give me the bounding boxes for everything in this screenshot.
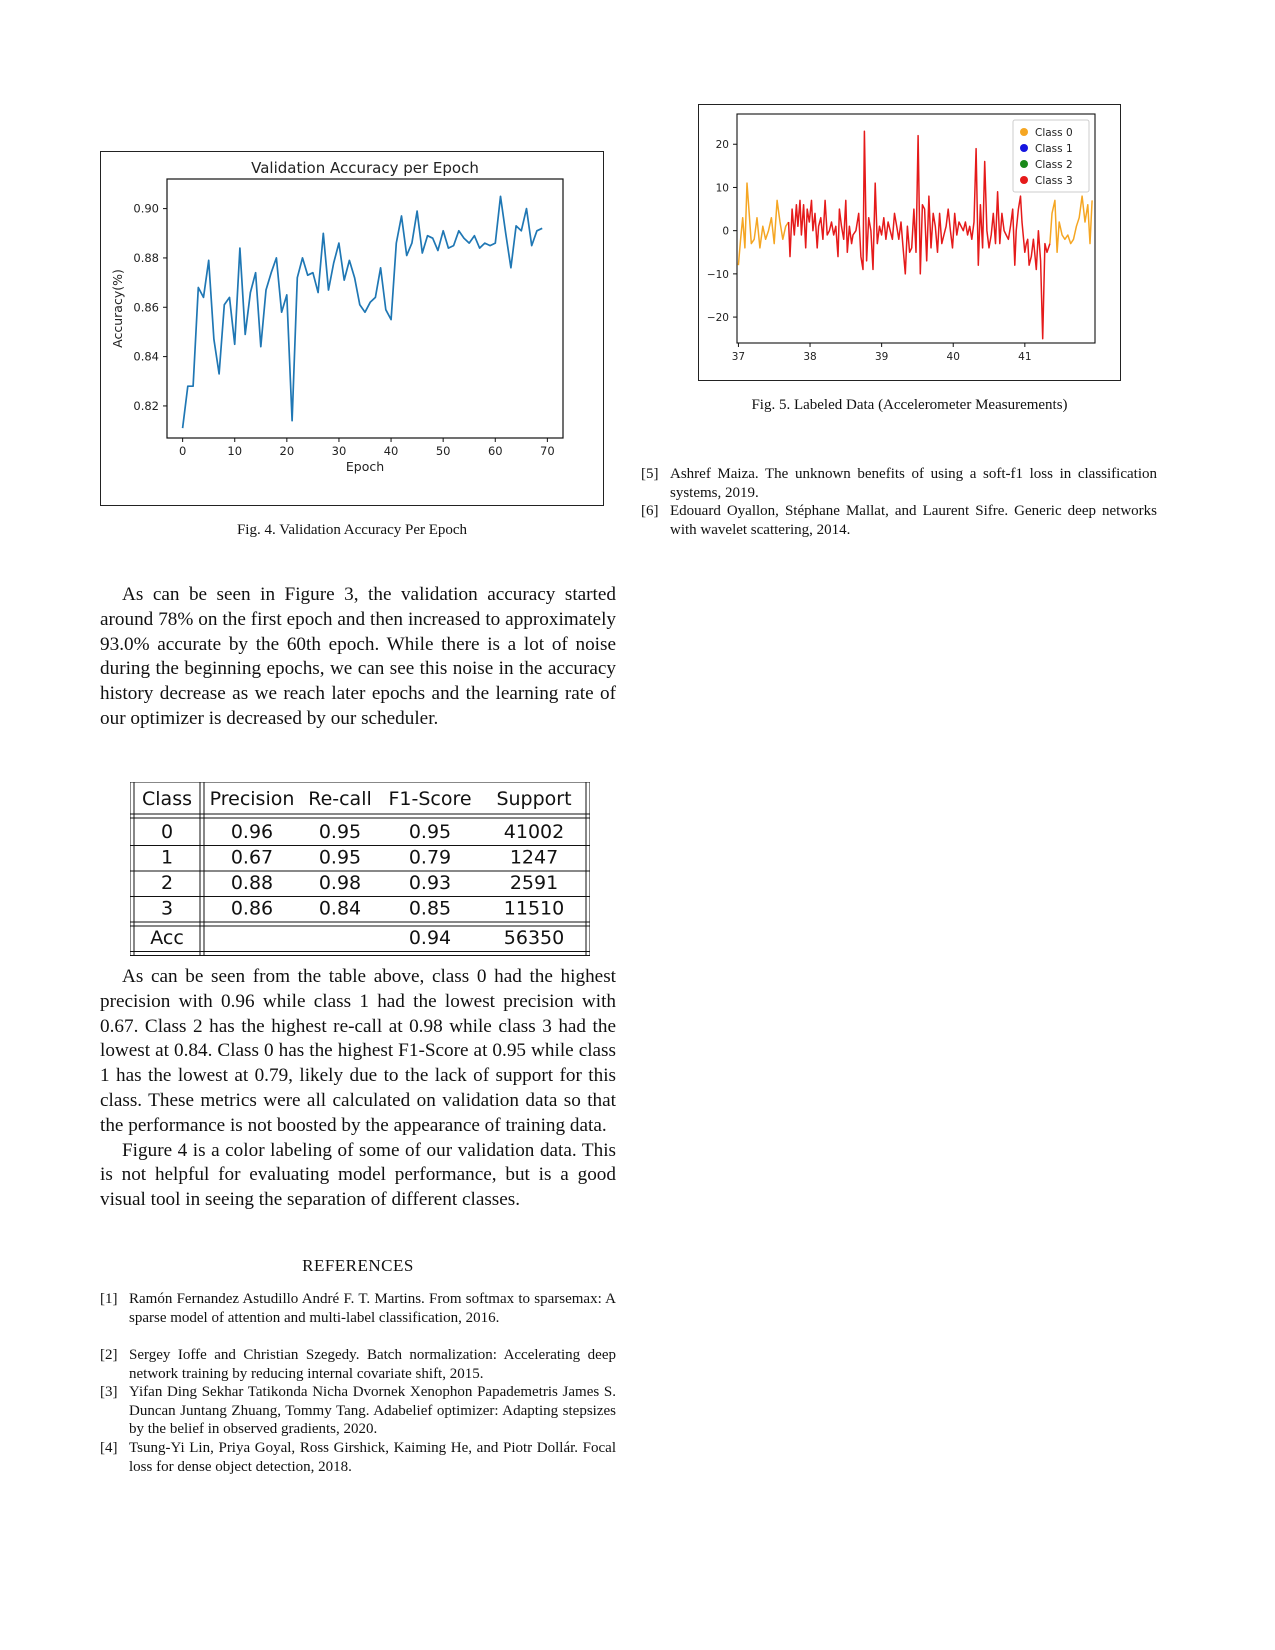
- table-cell: Acc: [150, 927, 184, 949]
- table-cell: 0.95: [318, 821, 362, 843]
- table-cell: 0.95: [318, 846, 362, 869]
- table-cell: 0.98: [318, 872, 362, 894]
- table-cell: 1: [160, 846, 174, 869]
- paragraph-1-text: As can be seen in Figure 3, the validation accuracy started around 78% on the first epoch and then increased to approximately 93.0% accurate by the 60th epoch. While there is a lot of noise during the beginning epochs, we can see this noise in the accuracy history decrease as we reach later epochs and the learning rate of our optimizer is decreased by our scheduler.: [100, 584, 616, 729]
- fig5-xtick-label: 37: [731, 351, 746, 363]
- reference-4-number: [4]: [100, 1440, 118, 1456]
- fig4-series-line: [183, 196, 543, 428]
- figure-5-caption: Fig. 5. Labeled Data (Accelerometer Measurements): [751, 397, 1068, 413]
- fig4-ytick-label: 0.82: [133, 398, 159, 413]
- table-cell: 0.88: [230, 872, 274, 894]
- reference-5-number: [5]: [641, 466, 659, 482]
- reference-6-text: Edouard Oyallon, Stéphane Mallat, and Laurent Sifre. Generic deep networks with wavelet scattering, 2014.: [670, 503, 1157, 538]
- figure-4-caption: Fig. 4. Validation Accuracy Per Epoch: [236, 522, 468, 538]
- fig5-legend-marker: [1020, 160, 1028, 168]
- table-cell: 0.79: [408, 846, 452, 869]
- reference-1-text: Ramón Fernandez Astudillo André F. T. Martins. From softmax to sparsemax: A sparse model of attention and multi-label classification, 2016.: [129, 1291, 616, 1326]
- results-table-wrap: [130, 782, 590, 962]
- paragraph-1: [100, 583, 616, 732]
- table-cell: 0.94: [408, 927, 452, 949]
- fig5-legend-marker: [1020, 144, 1028, 152]
- fig5-legend-label: Class 3: [1035, 175, 1073, 187]
- reference-4-text: Tsung-Yi Lin, Priya Goyal, Ross Girshick, Kaiming He, and Piotr Dollár. Focal loss for dense object detection, 2018.: [129, 1440, 616, 1475]
- table-cell: 11510: [503, 897, 565, 920]
- table-cell: 0.84: [318, 897, 362, 920]
- reference-5: [641, 465, 1157, 502]
- reference-2-text: Sergey Ioffe and Christian Szegedy. Batch normalization: Accelerating deep network training by reducing internal covariate shift, 2015.: [129, 1347, 616, 1382]
- fig4-xtick-label: 20: [279, 444, 295, 458]
- reference-3: [100, 1383, 616, 1439]
- fig5-legend-label: Class 2: [1035, 159, 1073, 171]
- table-cell: 0.86: [230, 897, 274, 920]
- reference-5-text: Ashref Maiza. The unknown benefits of using a soft-f1 loss in classification systems, 2019.: [670, 466, 1157, 501]
- fig4-xlabel: Epoch: [345, 459, 385, 474]
- table-cell: 0.96: [230, 821, 274, 843]
- reference-6-number: [6]: [641, 503, 659, 519]
- fig4-xtick-label: 30: [331, 444, 347, 458]
- fig5-xtick-label: 38: [803, 351, 817, 363]
- fig5-ytick-label: −10: [706, 268, 729, 281]
- paragraph-2: [100, 965, 616, 1213]
- figure-5-frame: [698, 104, 1121, 381]
- fig5-ytick-label: 20: [715, 139, 729, 152]
- reference-2: [100, 1346, 616, 1383]
- fig4-xtick-label: 50: [435, 444, 451, 458]
- references-heading: REFERENCES: [302, 1256, 414, 1275]
- table-cell: 1247: [509, 846, 559, 869]
- paragraph-3-text: Figure 4 is a color labeling of some of our validation data. This is not helpful for evaluating model performance, but is a good visual tool in seeing the separation of different classes.: [100, 1139, 616, 1211]
- fig5-xtick-label: 41: [1018, 351, 1032, 363]
- table-header-cell: Re-call: [308, 788, 372, 810]
- table-cell: 0: [160, 821, 174, 843]
- fig4-xtick-label: 10: [227, 444, 243, 458]
- reference-3-text: Yifan Ding Sekhar Tatikonda Nicha Dvornek Xenophon Papademetris James S. Duncan Juntang Zhuang, Tommy Tang. Adabelief optimizer: Adapting stepsizes by the belief in observed gradients, 2020.: [129, 1384, 616, 1438]
- fig5-series-line-class-0: [738, 183, 788, 265]
- table-cell: 2: [160, 872, 174, 894]
- reference-2-number: [2]: [100, 1347, 118, 1363]
- fig4-ytick-label: 0.86: [133, 300, 159, 315]
- fig4-ytick-label: 0.88: [133, 250, 159, 265]
- fig5-legend-marker: [1020, 176, 1028, 184]
- table-cell: 3: [160, 897, 174, 920]
- fig4-title: Validation Accuracy per Epoch: [251, 159, 479, 177]
- reference-4: [100, 1439, 616, 1476]
- fig5-series-line-class-3: [789, 131, 1050, 338]
- table-header-cell: Class: [142, 788, 192, 810]
- reference-3-number: [3]: [100, 1384, 118, 1400]
- paragraph-2-text: As can be seen from the table above, class 0 had the highest precision with 0.96 while class 1 had the lowest precision with 0.67. Class 2 has the highest re-call at 0.98 while class 3 had the lowest at 0.84. Class 0 has the highest F1-Score at 0.95 while class 1 has the lowest at 0.79, likely due to the lack of support for this class. These metrics were all calculated on validation data so that the performance is not boosted by the appearance of training data.: [100, 966, 616, 1136]
- fig5-xtick-label: 39: [874, 351, 889, 363]
- fig5-ytick-label: 0: [722, 225, 729, 238]
- fig4-xtick-label: 0: [178, 444, 187, 458]
- fig5-ytick-label: −20: [706, 312, 729, 325]
- table-cell: 0.93: [408, 872, 452, 894]
- fig5-legend-marker: [1020, 128, 1028, 136]
- reference-1-number: [1]: [100, 1291, 118, 1307]
- fig4-xtick-label: 70: [540, 444, 555, 458]
- table-cell: 2591: [509, 872, 559, 894]
- table-cell: 41002: [503, 821, 565, 843]
- fig4-ytick-label: 0.90: [133, 201, 159, 216]
- figure-4-frame: [100, 151, 604, 506]
- fig4-xtick-label: 40: [383, 444, 399, 458]
- table-header-cell: F1-Score: [388, 788, 472, 810]
- fig4-xtick-label: 60: [487, 444, 503, 458]
- fig5-legend-label: Class 0: [1035, 127, 1073, 139]
- fig4-ytick-label: 0.84: [133, 349, 159, 364]
- fig4-ylabel: Accuracy(%): [110, 269, 125, 348]
- table-cell: 0.95: [408, 821, 452, 843]
- fig5-series-line-class-0: [1050, 196, 1092, 252]
- fig5-chart: [699, 105, 1120, 380]
- reference-1: [100, 1290, 616, 1327]
- table-header-cell: Support: [496, 788, 572, 810]
- fig4-chart: [101, 152, 603, 505]
- table-cell: 56350: [503, 927, 565, 949]
- fig5-ytick-label: 10: [715, 182, 729, 195]
- reference-6: [641, 502, 1157, 539]
- fig5-xtick-label: 40: [946, 351, 960, 363]
- fig5-legend-label: Class 1: [1035, 143, 1073, 155]
- table-header-cell: Precision: [209, 788, 295, 810]
- results-table: [130, 782, 590, 957]
- table-cell: 0.85: [408, 897, 452, 920]
- table-cell: 0.67: [230, 846, 274, 869]
